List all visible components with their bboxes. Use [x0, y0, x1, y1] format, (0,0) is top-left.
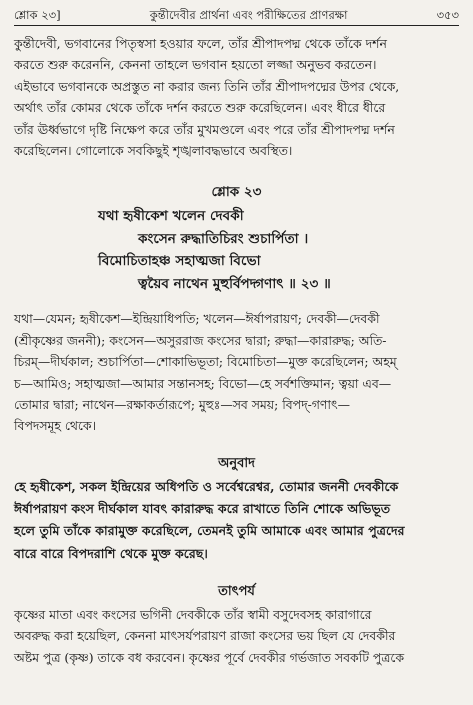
- translation-heading: অনুবাদ: [218, 455, 255, 471]
- translation-line: হলে তুমি তাঁকে কারামুক্ত করেছিলে, তেমনই তুমি আমাকে এবং আমার পুত্রদের: [14, 523, 405, 539]
- text-line: করতে শুরু করেননি, কেননা তাহলে ভগবান হয়তো লজ্জা অনুভব করতেন।: [14, 57, 377, 73]
- word-synonyms: [14, 308, 459, 436]
- synonym-line: বিপদসমূহ থেকে।: [14, 418, 97, 434]
- intro-paragraph: [14, 33, 459, 161]
- purport-line: অবরুদ্ধ করা হয়েছিল, কেননা মাৎসর্যপরায়ণ রাজা কংসের ভয় ছিল যে দেবকীর: [14, 628, 396, 644]
- translation-paragraph: [14, 476, 459, 565]
- sanskrit-verse: [14, 205, 459, 295]
- translation-line: বারে বারে বিপদরাশি থেকে মুক্ত করেছ।: [14, 545, 208, 561]
- synonym-line: (শ্রীকৃষ্ণের জননী); কংসেন—অসুররাজ কংসের দ্বারা; রুদ্ধা—কারারুদ্ধ; অতি-: [14, 332, 387, 348]
- text-line: অর্থাৎ তাঁর কোমর থেকে তাঁকে দর্শন করতে শুরু করেছিলেন। এবং ধীরে ধীরে: [14, 100, 386, 116]
- purport-paragraph: [14, 604, 459, 668]
- synonym-line: চিরম্—দীর্ঘকাল; শুচার্পিতা—শোকাভিভূতা; বিমোচিতা—মুক্ত করেছিলেন; অহম্: [14, 354, 397, 370]
- verse-line: ত্বয়ৈব নাথেন মুহুর্বিপদ্গণাৎ ॥ ২৩ ॥: [138, 275, 331, 292]
- verse-line: বিমোচিতাহঞ্চ সহাত্মজা বিভো: [98, 253, 261, 270]
- page-number: ৩৫৩: [436, 8, 459, 22]
- purport-line: কৃষ্ণের মাতা এবং কংসের ভগিনী দেবকীকে তাঁর স্বামী বসুদেবসহ কারাগারে: [14, 607, 372, 623]
- verse-line: কংসেন রুদ্ধাতিচিরং শুচার্পিতা ।: [138, 230, 309, 247]
- text-line: কুন্তীদেবী, ভগবানের পিতৃস্বসা হওয়ার ফলে, তাঁর শ্রীপাদপদ্ম থেকে তাঁকে দর্শন: [14, 36, 387, 51]
- verse-line: যথা হৃষীকেশ খলেন দেবকী: [98, 208, 244, 225]
- synonym-line: তোমার দ্বারা; নাথেন—রক্ষাকর্তারূপে; মুহুঃ—সব সময়; বিপদ্‌-গণাৎ—: [14, 397, 350, 413]
- synonym-line: চ—আমিও; সহাত্মজা—আমার সন্তানসহ; বিভো—হে সর্বশক্তিমান; ত্বয়া এব—: [14, 375, 392, 391]
- purport-line: অষ্টম পুত্র (কৃষ্ণ) তাকে বধ করবেন। কৃষ্ণের পূর্বে দেবকীর গর্ভজাত সবকটি পুত্রকে: [14, 649, 405, 665]
- text-line: করেছিলেন। গোলোকে সবকিছুই শৃঙ্খলাবদ্ধভাবে অবস্থিত।: [14, 143, 293, 159]
- purport-heading: তাৎপর্য: [218, 584, 255, 600]
- text-line: তাঁর ঊর্ধ্বভাগে দৃষ্টি নিক্ষেপ করে তাঁর মুখমণ্ডলে এবং পরে তাঁর শ্রীপাদপদ্ম দর্শন: [14, 121, 395, 137]
- header-verse-ref: শ্লোক ২৩]: [14, 8, 61, 22]
- shloka-heading: শ্লোক ২৩: [211, 184, 262, 201]
- translation-line: ঈর্ষাপরায়ণ কংস দীর্ঘকাল যাবৎ কারারুদ্ধ করে রাখাতে তিনি শোকে অভিভূত: [14, 501, 391, 517]
- synonym-line: যথা—যেমন; হৃষীকেশ—ইন্দ্রিয়াধিপতি; খলেন—ঈর্ষাপরায়ণ; দেবকী—দেবকী: [14, 311, 380, 327]
- text-line: এইভাবে ভগবানকে অপ্রস্তুত না করার জন্য তিনি তাঁর শ্রীপাদপদ্মের উপর থেকে,: [14, 78, 400, 94]
- translation-line: হে হৃষীকেশ, সকল ইন্দ্রিয়ের অধিপতি ও সর্বেশ্বরেশ্বর, তোমার জননী দেবকীকে: [14, 478, 399, 494]
- running-header: [14, 8, 459, 26]
- header-chapter-title: কুন্তীদেবীর প্রার্থনা এবং পরীক্ষিতের প্রাণরক্ষা: [149, 8, 348, 22]
